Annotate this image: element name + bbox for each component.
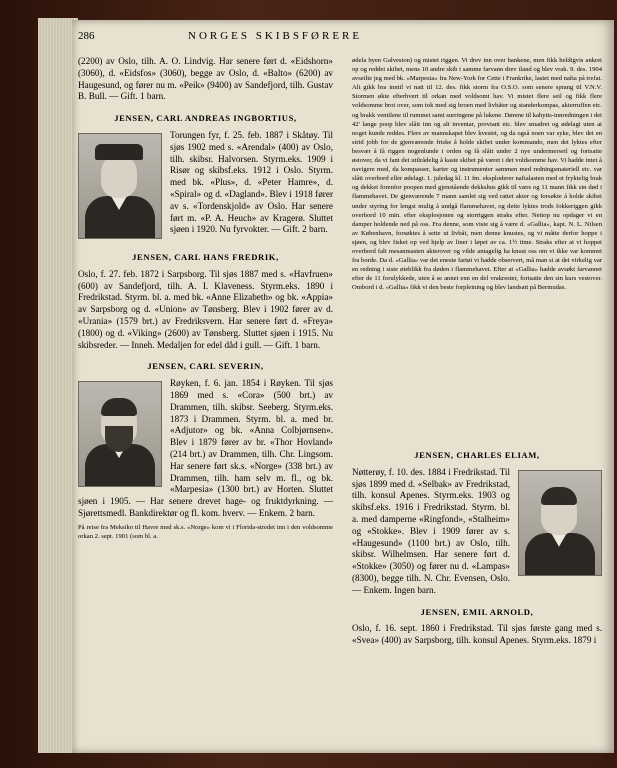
biography-entry xyxy=(78,378,333,520)
biography-entry xyxy=(78,130,333,242)
entry-text: Røyken, f. 6. jan. 1854 i Røyken. Til sjøs 1869 med s. «Cora» (500 brt.) av Drammen, tilh. skibsr. Seeberg. Styrm.eks. 1873 i Drammen. Styrm. bl. a. med br. «Adjutor» og bk. «Anna Colbjørnsen». Blev i 1879 fører av br. «Thor Hovland» (214 brt.) av Drammen, tilh. Chr. Lingsom. Har senere ført sk.s. «Norge» (338 brt.) av Drammen, tilh. ham selv m. fl., og bk. «Marpesia» (1300 brt.) av Horten. Sluttet sjøen i 1905. — Har senere drevet hage- og fruktdyrkning. — Sjørettsmedl. Bankdirektør og fl. kom. hverv. — Enkem. 2 barn. xyxy=(78,378,333,518)
entry-text: Oslo, f. 27. feb. 1872 i Sarpsborg. Til sjøs 1887 med s. «Havfruen» (600) av Sandefjord, tilh. A. I. Klaveness. Styrm.eks. 1890 i Fredrikstad. Styrm. bl. a. med bk. «Anne Elizabeth» og bk. «Appia» av Sarpsborg og d. «Union» av Tønsberg. Blev i 1902 fører av d. «Urania» (1579 brt.) av Fredriksvern. Har senere ført d. «Freya» (1800) og d. «Viking» (2600) av Tønsberg. Sluttet sjøen i 1915. Nu skibsreder. — Inneh. Medaljen for edel dåd i gull. — Gift. 1 barn. xyxy=(78,268,333,350)
entry-heading: JENSEN, CHARLES ELIAM, xyxy=(414,450,540,460)
entry-text: Torungen fyr, f. 25. feb. 1887 i Skåtøy. Til sjøs 1902 med s. «Arendal» (400) av Oslo, tilh. skibsr. Halvorsen. Styrm.eks. 1909 i Risør og skibsf.eks. 1912 i Oslo. Styrm. med bk. «Plus», d. «Peter Hamre», d. «Spiral» og d. «Dagland». Blev i 1918 fører av s. «Tordenskjold» av Oslo. Har senere ført m. «P. A. Heuch» av Kragerø. Sluttet sjøen i 1920. Nu fyrvokter. — Gift. 2 barn. xyxy=(170,129,333,235)
portrait-photo-captain xyxy=(78,133,162,239)
entry-heading: JENSEN, CARL SEVERIN, xyxy=(147,361,264,372)
intro-paragraph: (2200) av Oslo, tilh. A. O. Lindvig. Har senere ført d. «Eidshorn» (3060), d. «Eidsfos» (3060), begge av Oslo, d. «Balto» (6200) av Haugesund, og fører nu m. «Peik» (9400) av Sandefjord, tilh. Gustav B. Bull. — Gift. 1 barn. xyxy=(78,56,333,102)
entry-note: På reise fra Meksiko til Havre med sk.s. «Norge» kom vi i Florida-stredet inn i den voldsomme orkan 2. sept. 1901 (som bl. a. xyxy=(78,523,333,540)
right-column-entries xyxy=(352,440,602,647)
right-column-narrative xyxy=(352,56,602,292)
entry-heading: JENSEN, EMIL ARNOLD, xyxy=(420,606,534,617)
portrait-photo-bearded xyxy=(78,381,162,487)
entry-text: Nøtterøy, f. 10. des. 1884 i Fredrikstad. Til sjøs 1899 med d. «Selbak» av Fredrikstad, tilh. konsul Apenes. Styrm.eks. 1903 og skibsf.eks. 1916 i Fredrikstad. Styrm. bl. a. med damperne «Ringfond», «Stalheim» og «Stokke». Blev i 1909 fører av s. «Haugesund» (1100 brt.) av Oslo, tilh. skibsr. Wilhelmsen. Har senere ført d. «Stokke» (3050) og fører nu d. «Lampas» (8300), begge tilh. N. Chr. Evensen, Oslo. — Enkem. Ingen barn. xyxy=(352,466,510,595)
narrative-text: ødela byen Galveston) og mistet riggen. Vi drev inn over bankene, men fikk heldigvis ankret op og reddet skibet, mens 10 andre skib i samme farvann drev iland og blev vrak. 9. des. 1904 avseilte jeg med bk. «Marpesia» fra New-York for Cette i Frankrike, lastet med nafta på trefat. Alt gikk bra inntil vi natt til 12. des. fikk storm fra O.S.O. som senere sprang til V.N.V. Stormen økte efterhvert til orkan med voldsomt hav. Vi mistet flere seil og fikk flere voldsomme brot over, som tok med sig broen med livbåter og standerkompas, akterruffen etc. og brakk ventilene til rummet samt surringene på lukene. Dørene til kahytts-innredningen i det 42' lange poop blev slått inn og alt inventar, proviant etc. blev smadret og ødelagt uten at noget kunde reddes. Flere av mannskapet blev kvestet, og da også noen var syke, blev det en strid jobb for de gjenværende friske å holde skibet under kommando, men det lyktes efter besvær å få riggen nogenlunde i orden og få slått under 2 nye undermerseil og fortsatte østover, da vi fant det utilrådelig å kaste skibet på været i det voldsomme hav. Vi hadde intet å navigere med, da kompasser, karter og instrumenter sammen med redningsmateriell etc. var slått overbord eller ødelagt. 1. juledag kl. 11 fm. eksploderer naftalasten med et fryktelig brak og dekket forenfor poopen med gjenstående dekkshus gikk til værs og 11 mann fikk sin død i flammehavet. De gjenværende 7 mann samlet sig ved rattet akter og forsøkte å holde skibet under styring for lengst mulig å undgå flammehavet, og dette lyktes trods fokkeriggen gikk overbord 10 min. efter eksplosjonen og storriggen straks efter. Nettop nu opdager vi en damper holdende ned på oss. Fra denne, som viste sig å være d. «Gallia», kapt. N. L. Nilsen av København, forsøktes å sette ut livbåt, men denne knustes, og vi måtte derfor hoppe i sjøen, og blev fisket op ved hjelp av liner i løpet av ca. 1½ time. Straks efter at vi hoppet overbord falt mesanmasten akterover og vilde antagelig ha knust oss om vi ikke var kommet fra borde. Da d. «Gallia» var det eneste fartøi vi hadde observert, må man si at det virkelig var en redning i siste øieblikk fra døden i flammehavet. Efter at «Gallia» hadde avsøkt farvannet efter de 11 forulykkede, uten å se annet enn en del vrakrester, fortsatte den sin kurs vestover. Ombord i d. «Gallia» fikk vi den beste forpleining og blev landsatt på Bermudas. xyxy=(352,57,602,292)
biography-entry xyxy=(352,467,602,597)
page-number: 286 xyxy=(78,30,95,42)
portrait-photo-suited xyxy=(518,470,602,576)
entry-heading: JENSEN, CARL HANS FREDRIK, xyxy=(132,251,279,262)
running-head: NORGES SKIBSFØRERE xyxy=(188,30,363,42)
entry-text: Oslo, f. 16. sept. 1860 i Fredrikstad. Til sjøs første gang med s. «Svea» (400) av Sarpsborg, tilh. konsul Apenes. Styrm.eks. 1879 i xyxy=(352,623,602,646)
left-column xyxy=(78,56,333,541)
entry-heading: JENSEN, CARL ANDREAS INGBORTIUS, xyxy=(114,113,297,124)
